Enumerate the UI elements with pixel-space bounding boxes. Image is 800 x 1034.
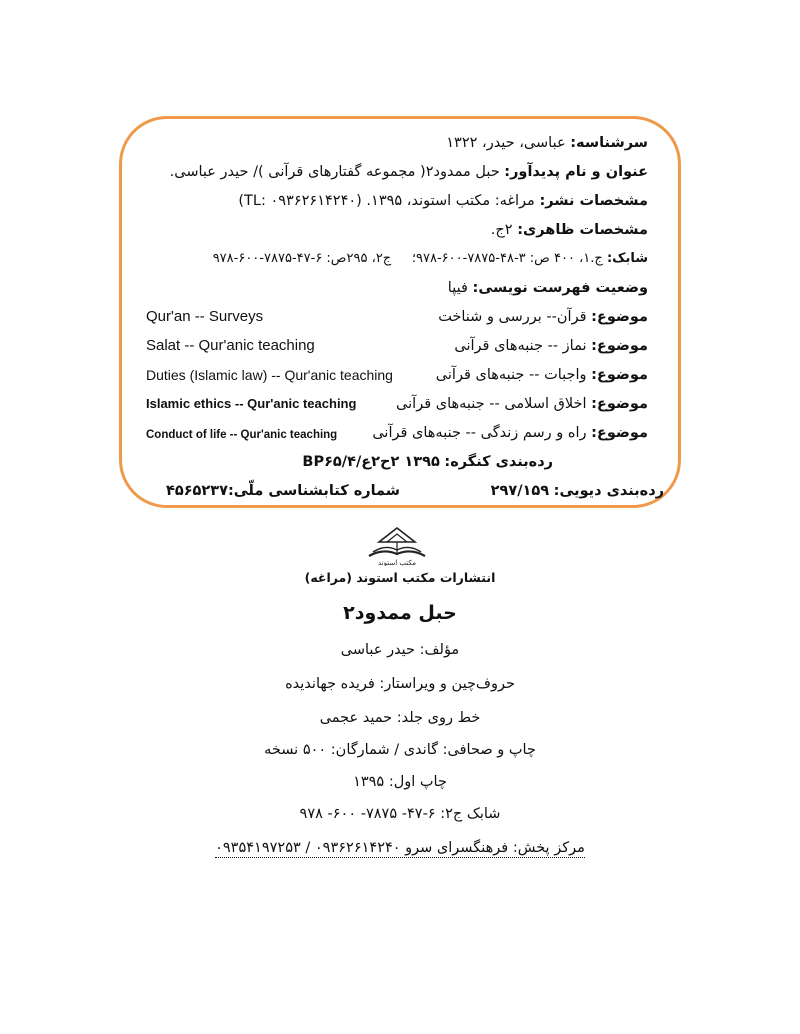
edition-info: چاپ اول: ۱۳۹۵: [353, 774, 447, 790]
congress-label: رده‌بندی کنگره:: [444, 454, 553, 470]
cip-publication-row: [238, 190, 648, 212]
subject-row: [438, 306, 648, 328]
subject-label: موضوع:: [591, 367, 648, 383]
subject-row: [436, 364, 648, 386]
national-value: ۴۵۶۵۲۳۷: [166, 483, 228, 499]
title-value: حبل ممدود۲( مجموعه گفتارهای قرآنی )/ حیدر عباسی.: [169, 164, 500, 180]
publisher-name: انتشارات مکتب استوند (مراغه): [304, 570, 496, 585]
distribution-text: مرکز پخش: فرهنگسرای سرو ۰۹۳۶۲۶۱۴۲۴۰ / ۰۹۳۵۴۱۹۷۲۵۳: [215, 840, 585, 856]
author-credit: مؤلف: حیدر عباسی: [340, 642, 460, 658]
cip-author-row: [446, 132, 648, 154]
cip-physical-row: [491, 219, 648, 241]
cip-isbn-row: [213, 248, 648, 270]
cip-congress-row: [302, 451, 553, 473]
subject-fa: نماز -- جنبه‌های قرآنی: [454, 338, 587, 354]
physical-value: ۲ج.: [490, 222, 513, 238]
book-emblem-icon: [357, 520, 437, 566]
distribution-info: [0, 840, 800, 856]
subject-row: [454, 335, 648, 357]
author-value: عباسی، حیدر، ۱۳۲۲: [446, 135, 566, 151]
publication-value: مراغه: مکتب استوند، ۱۳۹۵. (۰۹۳۶۲۶۱۴۲۴۰ :TL): [238, 193, 535, 209]
subject-label: موضوع:: [591, 396, 648, 412]
subject-label: موضوع:: [591, 425, 648, 441]
isbn-value-vol1: ج.۱، ۴۰۰ ص: ۳-۴۸-۷۸۷۵-۶۰۰-۹۷۸؛: [411, 251, 603, 266]
physical-label: مشخصات ظاهری:: [517, 222, 648, 238]
printing-credit: چاپ و صحافی: گاندی / شمارگان: ۵۰۰ نسخه: [264, 742, 536, 758]
isbn-label: شابک:: [606, 251, 648, 266]
cover-credit: خط روی جلد: حمید عجمی: [319, 710, 481, 726]
cip-record-box: [119, 116, 681, 508]
cip-dewey-row: [491, 480, 664, 502]
subject-en: Conduct of life -- Qur'anic teaching: [146, 429, 338, 441]
subject-fa: راه و رسم زندگی -- جنبه‌های قرآنی: [372, 425, 587, 441]
subject-en: Salat -- Qur'anic teaching: [146, 337, 315, 354]
national-label: شماره کتابشناسی ملّی:: [227, 483, 401, 499]
cip-title-row: [170, 161, 648, 183]
subject-row: [396, 393, 648, 415]
dewey-label: رده‌بندی دیویی:: [553, 483, 664, 499]
book-title: حبل ممدود۲: [343, 602, 457, 624]
subject-label: موضوع:: [591, 338, 648, 354]
isbn-info: شابک ج۲: ۶-۴۷- ۷۸۷۵- ۶۰۰- ۹۷۸: [299, 806, 501, 822]
dewey-value: ۲۹۷/۱۵۹: [490, 483, 550, 499]
cip-national-row: [166, 480, 400, 502]
title-label: عنوان و نام پدیدآور:: [504, 164, 648, 180]
subject-fa: اخلاق اسلامی -- جنبه‌های قرآنی: [396, 396, 587, 412]
catalog-label: وضعیت فهرست نویسی:: [472, 280, 648, 296]
typesetting-credit: حروف‌چین و ویراستار: فریده جهاندیده: [285, 676, 515, 692]
subject-en: Islamic ethics -- Qur'anic teaching: [146, 396, 357, 411]
catalog-value: فیپا: [447, 280, 468, 296]
isbn-value-vol2: ج۲، ۲۹۵ص: ۶-۴۷-۷۸۷۵-۶۰۰-۹۷۸: [212, 251, 392, 266]
subject-en: Duties (Islamic law) -- Qur'anic teaching: [146, 367, 393, 383]
publication-label: مشخصات نشر:: [539, 193, 648, 209]
congress-value: ۱۳۹۵ ۲ح۲ع/۴/BP۶۵: [302, 454, 440, 470]
subject-fa: واجبات -- جنبه‌های قرآنی: [435, 367, 587, 383]
subject-fa: قرآن-- بررسی و شناخت: [438, 309, 587, 325]
author-label: سرشناسه:: [570, 135, 648, 151]
subject-row: [372, 422, 648, 444]
subject-label: موضوع:: [591, 309, 648, 325]
logo-caption: مکتب استوند: [378, 559, 416, 566]
subject-en: Qur'an -- Surveys: [146, 308, 264, 325]
cip-catalog-row: [448, 277, 648, 299]
